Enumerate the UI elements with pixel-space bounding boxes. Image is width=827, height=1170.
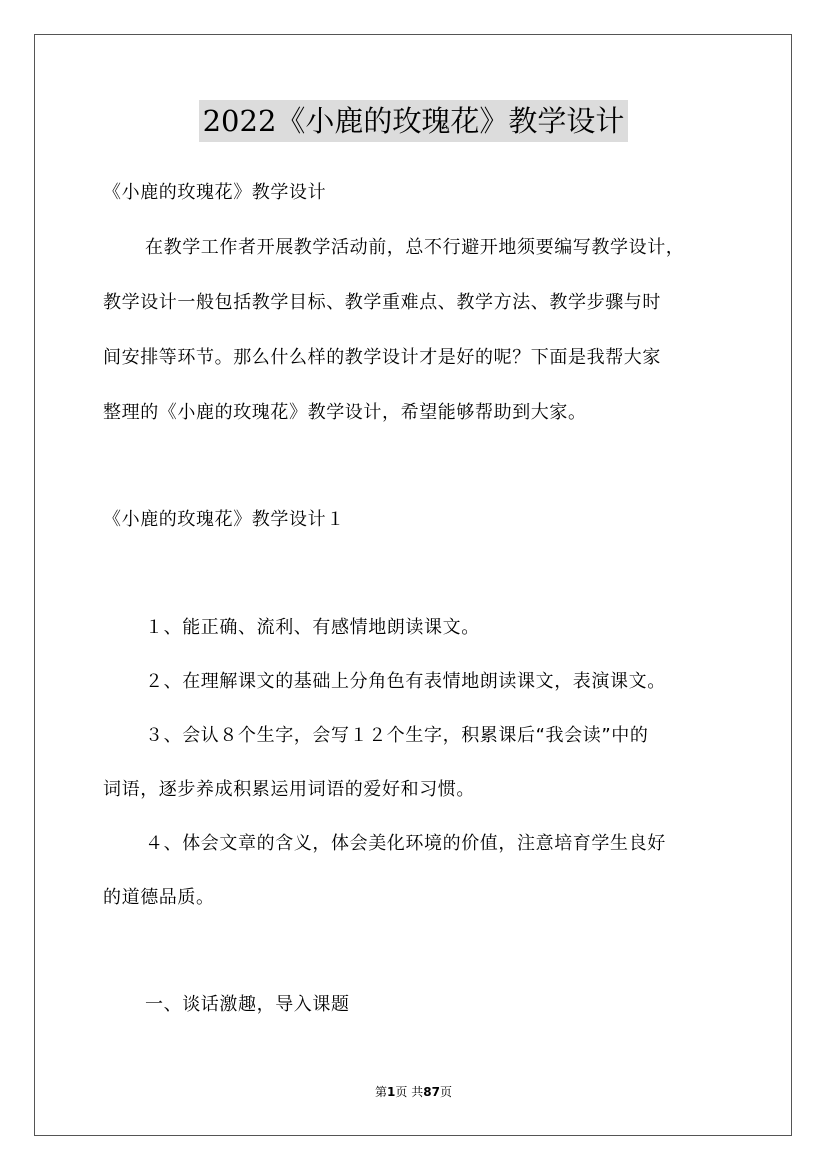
- section-heading: 《小鹿的玫瑰花》教学设计１: [103, 509, 345, 530]
- footer-suffix: 页: [439, 1085, 452, 1099]
- footer-page-current: 1: [387, 1085, 396, 1099]
- footer-prefix: 第: [375, 1085, 388, 1099]
- step-heading: 一、谈话激趣，导入课题: [145, 994, 350, 1015]
- goal-line-3: ３、会认８个生字，会写１２个生字，积累课后“我会读”中的: [145, 725, 649, 746]
- goal-line-2: ２、在理解课文的基础上分角色有表情地朗读课文，表演课文。: [145, 671, 666, 692]
- intro-line-1: 在教学工作者开展教学活动前，总不行避开地须要编写教学设计，: [145, 237, 685, 258]
- goal-line-4: 词语，逐步养成积累运用词语的爱好和习惯。: [103, 779, 475, 800]
- footer-page-total: 87: [423, 1085, 440, 1099]
- page-footer: [0, 1083, 827, 1100]
- document-subtitle: 《小鹿的玫瑰花》教学设计: [103, 182, 327, 203]
- intro-line-4: 整理的《小鹿的玫瑰花》教学设计，希望能够帮助到大家。: [103, 402, 587, 423]
- goal-line-1: １、能正确、流利、有感情地朗读课文。: [145, 617, 480, 638]
- goal-line-6: 的道德品质。: [103, 887, 215, 908]
- goal-line-5: ４、体会文章的含义，体会美化环境的价值，注意培育学生良好: [145, 833, 666, 854]
- intro-line-3: 间安排等环节。那么什么样的教学设计才是好的呢？下面是我帮大家: [103, 347, 661, 368]
- footer-mid: 页 共: [395, 1085, 424, 1099]
- document-title: 2022《小鹿的玫瑰花》教学设计: [199, 100, 628, 142]
- intro-line-2: 教学设计一般包括教学目标、教学重难点、教学方法、教学步骤与时: [103, 292, 661, 313]
